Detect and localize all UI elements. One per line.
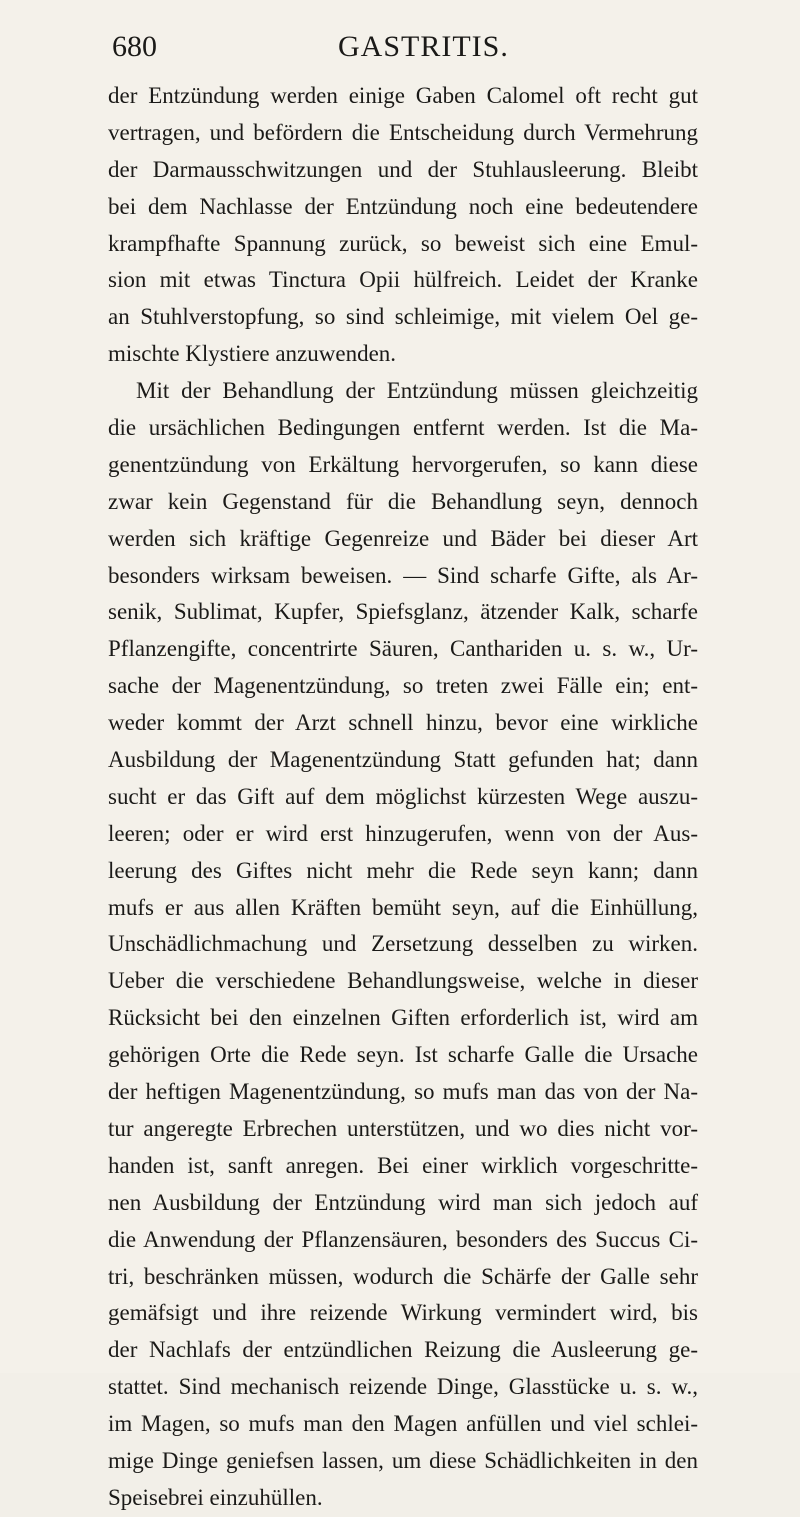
text-line: leeren; oder er wird erst hinzugerufen, wenn von der Aus- xyxy=(108,820,698,846)
text-line: mige Dinge geniefsen lassen, um diese Schädlichkeiten in den xyxy=(108,1447,698,1473)
text-line: nen Ausbildung der Entzündung wird man sich jedoch auf xyxy=(108,1189,698,1215)
text-line: im Magen, so mufs man den Magen anfüllen und viel schlei- xyxy=(108,1411,698,1437)
body-text xyxy=(108,78,698,1517)
text-line: stattet. Sind mechanisch reizende Dinge, Glasstücke u. s. w., xyxy=(108,1374,698,1400)
text-line: mischte Klystiere anzuwenden. xyxy=(108,341,397,367)
page-number: 680 xyxy=(112,30,157,63)
text-line: gemäfsigt und ihre reizende Wirkung vermindert wird, bis xyxy=(108,1300,698,1326)
text-line: weder kommt der Arzt schnell hinzu, bevor eine wirkliche xyxy=(108,710,698,736)
text-line: handen ist, sanft anregen. Bei einer wirklich vorgeschritte- xyxy=(108,1152,698,1178)
text-line: der Nachlafs der entzündlichen Reizung die Ausleerung ge- xyxy=(108,1337,698,1363)
text-line: genentzündung von Erkältung hervorgerufen, so kann diese xyxy=(108,451,698,477)
text-line: sion mit etwas Tinctura Opii hülfreich. Leidet der Kranke xyxy=(108,267,698,293)
running-title: GASTRITIS. xyxy=(338,30,509,63)
text-line: die Anwendung der Pflanzensäuren, besonders des Succus Ci- xyxy=(108,1226,698,1252)
text-line: werden sich kräftige Gegenreize und Bäder bei dieser Art xyxy=(108,525,698,551)
text-line: die ursächlichen Bedingungen entfernt werden. Ist die Ma- xyxy=(108,415,698,441)
text-line: vertragen, und befördern die Entscheidung durch Vermehrung xyxy=(108,119,698,145)
text-line: Speisebrei einzuhüllen. xyxy=(108,1484,323,1510)
text-line: senik, Sublimat, Kupfer, Spiefsglanz, ätzender Kalk, scharfe xyxy=(108,599,698,625)
text-line: der heftigen Magenentzündung, so mufs man das von der Na- xyxy=(108,1079,698,1105)
text-line: Ausbildung der Magenentzündung Statt gefunden hat; dann xyxy=(108,747,698,773)
text-line: sucht er das Gift auf dem möglichst kürzesten Wege auszu- xyxy=(108,783,698,809)
text-line: tri, beschränken müssen, wodurch die Schärfe der Galle sehr xyxy=(108,1263,698,1289)
text-line: an Stuhlverstopfung, so sind schleimige, mit vielem Oel ge- xyxy=(108,304,698,330)
text-line: Rücksicht bei den einzelnen Giften erforderlich ist, wird am xyxy=(108,1005,698,1031)
text-line: tur angeregte Erbrechen unterstützen, und wo dies nicht vor- xyxy=(108,1115,698,1141)
text-line: Ueber die verschiedene Behandlungsweise, welche in dieser xyxy=(108,968,698,994)
text-line: Unschädlichmachung und Zersetzung desselben zu wirken. xyxy=(108,931,698,957)
text-line: gehörigen Orte die Rede seyn. Ist scharfe Galle die Ursache xyxy=(108,1042,698,1068)
text-line: zwar kein Gegenstand für die Behandlung seyn, dennoch xyxy=(108,488,698,514)
text-line: mufs er aus allen Kräften bemüht seyn, auf die Einhüllung, xyxy=(108,894,698,920)
text-line: krampfhafte Spannung zurück, so beweist sich eine Emul- xyxy=(108,230,698,256)
text-line: der Entzündung werden einige Gaben Calomel oft recht gut xyxy=(108,83,698,108)
text-line: Pflanzengifte, concentrirte Säuren, Canthariden u. s. w., Ur- xyxy=(108,636,698,662)
text-line: sache der Magenentzündung, so treten zwei Fälle ein; ent- xyxy=(108,673,698,699)
running-head xyxy=(100,30,700,70)
text-line: der Darmausschwitzungen und der Stuhlausleerung. Bleibt xyxy=(108,156,698,182)
text-line: leerung des Giftes nicht mehr die Rede seyn kann; dann xyxy=(108,857,698,883)
text-line: bei dem Nachlasse der Entzündung noch eine bedeutendere xyxy=(108,193,698,219)
text-line: besonders wirksam beweisen. — Sind scharfe Gifte, als Ar- xyxy=(108,562,698,588)
text-line: Mit der Behandlung der Entzündung müssen gleichzeitig xyxy=(136,378,698,404)
